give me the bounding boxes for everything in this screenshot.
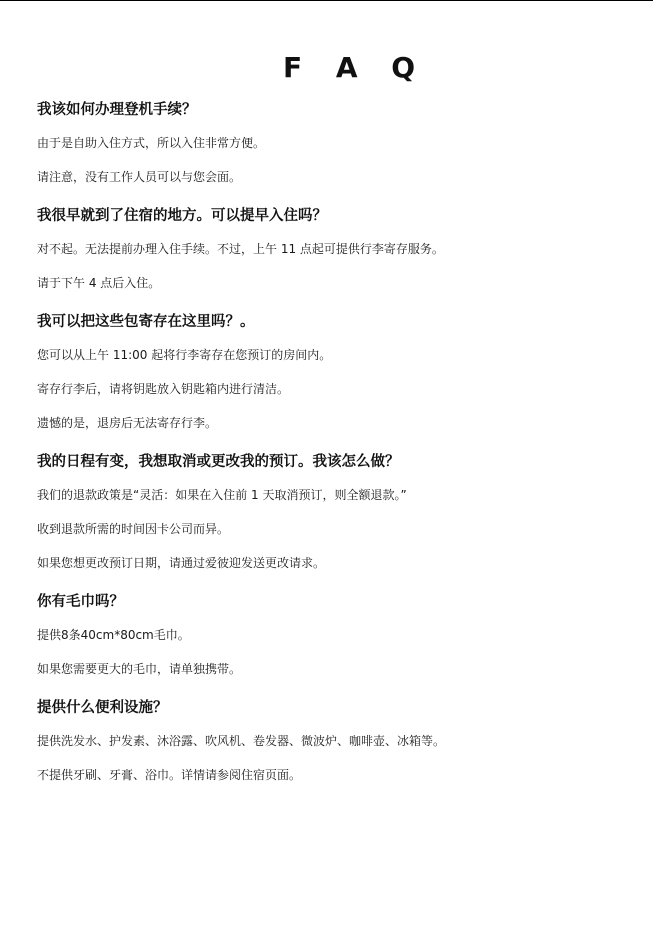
faq-answer: 如果您想更改预订日期，请通过爱彼迎发送更改请求。: [37, 556, 326, 570]
faq-answer: 请注意，没有工作人员可以与您会面。: [37, 170, 242, 184]
faq-answer: 如果您需要更大的毛巾，请单独携带。: [37, 662, 242, 676]
faq-item-early-check-in: [37, 206, 653, 292]
faq-answer: 我们的退款政策是“灵活：如果在入住前 1 天取消预订，则全额退款。”: [37, 488, 407, 502]
faq-item-amenities: [37, 698, 653, 784]
faq-answer: 提供洗发水、护发素、沐浴露、吹风机、卷发器、微波炉、咖啡壶、冰箱等。: [37, 734, 446, 748]
faq-answer: 提供8条40cm*80cm毛巾。: [37, 628, 190, 642]
faq-question: 我的日程有变，我想取消或更改我的预订。我该怎么做？: [37, 454, 400, 470]
faq-item-towels: [37, 592, 653, 678]
faq-question: 我该如何办理登机手续？: [37, 102, 197, 118]
faq-question: 你有毛巾吗？: [37, 594, 124, 610]
page-title: F A Q: [282, 51, 428, 84]
faq-item-check-in: [37, 100, 653, 186]
faq-question: 我很早就到了住宿的地方。可以提早入住吗？: [37, 208, 327, 224]
faq-answer: 寄存行李后，请将钥匙放入钥匙箱内进行清洁。: [37, 382, 290, 396]
faq-answer: 对不起。无法提前办理入住手续。不过，上午 11 点起可提供行李寄存服务。: [37, 242, 444, 256]
faq-answer: 请于下午 4 点后入住。: [37, 276, 161, 290]
faq-answer: 遗憾的是，退房后无法寄存行李。: [37, 416, 218, 430]
faq-answer: 不提供牙刷、牙膏、浴巾。详情请参阅住宿页面。: [37, 768, 302, 782]
faq-answer: 您可以从上午 11:00 起将行李寄存在您预订的房间内。: [37, 348, 332, 362]
faq-question: 我可以把这些包寄存在这里吗？。: [37, 314, 255, 330]
faq-item-luggage-storage: [37, 312, 653, 432]
faq-answer: 收到退款所需的时间因卡公司而异。: [37, 522, 230, 536]
faq-question: 提供什么便利设施？: [37, 700, 168, 716]
faq-item-cancellation: [37, 452, 653, 572]
faq-answer: 由于是自助入住方式，所以入住非常方便。: [37, 136, 266, 150]
